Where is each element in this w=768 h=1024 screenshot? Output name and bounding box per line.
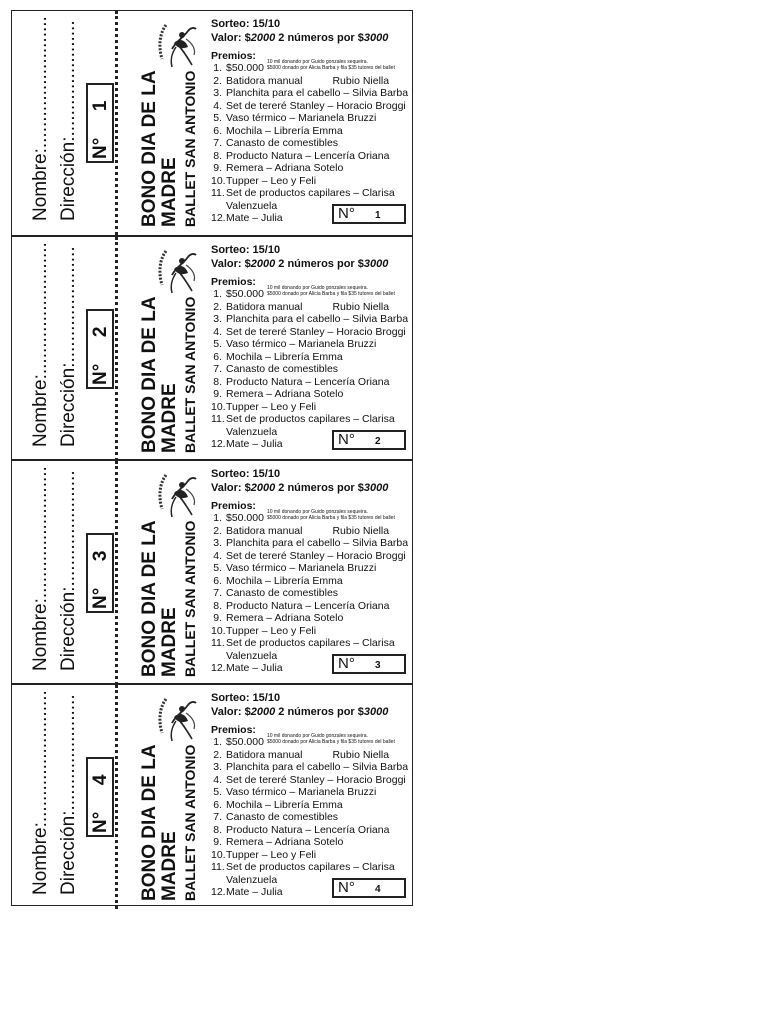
valor-line: Valor: $2000 2 números por $3000	[211, 706, 389, 718]
prize-item	[211, 550, 411, 563]
prize-text: Tupper – Leo y Feli	[226, 174, 317, 187]
prize-text: Canasto de comestibles	[226, 363, 339, 375]
prize-text: Remera – Adriana Sotelo	[226, 162, 344, 174]
prize-note: 10 mil donando por Guido gonzales sequeira.	[266, 509, 368, 515]
prize-cash: $50.000	[226, 736, 264, 748]
stub-number-box	[86, 757, 114, 837]
premios-heading: Premios:	[211, 50, 256, 62]
prize-text: Planchita para el cabello – Silvia Barba	[226, 87, 409, 99]
stamp-number-label: N°	[338, 879, 355, 896]
prize-text: Producto Natura – Lencería Oriana	[226, 599, 390, 612]
prize-number: 11.	[211, 187, 225, 199]
stub-direccion-field[interactable]: Dirección:......................	[58, 694, 79, 895]
prize-number: 7.	[213, 137, 222, 149]
prize-text: Batidora manual	[226, 74, 303, 87]
prize-item	[211, 749, 411, 762]
sorteo-date: Sorteo: 15/10	[211, 692, 281, 704]
ticket-number-stamp	[332, 430, 406, 450]
prize-item	[211, 774, 411, 787]
prize-cash: $50.000	[226, 288, 264, 300]
prize-text: Set de productos capilares – Clarisa	[226, 187, 395, 199]
prize-item	[211, 100, 411, 113]
prize-item	[211, 363, 411, 376]
prize-item	[211, 75, 411, 88]
prize-text: Canasto de comestibles	[226, 137, 339, 149]
prize-note: 10 mil donando por Guido gonzales sequeira.	[266, 285, 368, 291]
premios-heading: Premios:	[211, 724, 256, 736]
prize-item	[211, 301, 411, 314]
ticket-title-line1: BONO DIA DE LA	[139, 744, 160, 901]
ticket-info	[211, 17, 411, 225]
ticket-title-line1: BONO DIA DE LA	[139, 70, 160, 227]
stamp-number-value: 2	[375, 436, 381, 447]
prize-number: 12.	[211, 886, 226, 898]
prize-item	[211, 537, 411, 550]
sorteo-date: Sorteo: 15/10	[211, 18, 281, 30]
prize-number: 8.	[213, 149, 222, 162]
stub-number-value: 1	[90, 100, 111, 112]
stub-number-label: N°	[90, 137, 111, 159]
valor-price-double: 3000	[363, 482, 389, 494]
prize-item	[211, 125, 411, 138]
prize-item: 1. $50.000 10 mil donando por Guido gonzales sequeira. $5000 donado por Alicia Barba y fila $35 tutores del ballet	[213, 285, 395, 300]
ticket-number-stamp	[332, 654, 406, 674]
prize-donor: Rubio Niella	[332, 300, 390, 313]
prize-item: 1. $50.000 10 mil donando por Guido gonzales sequeira. $5000 donado por Alicia Barba y fila $35 tutores del ballet	[213, 733, 395, 748]
prize-item	[211, 587, 411, 600]
prize-number: 5.	[213, 562, 222, 574]
ticket-number-stamp	[332, 204, 406, 224]
prize-note: $5000 donado por Alicia Barba y fila $35 tutores del ballet	[266, 291, 395, 297]
prize-number: 7.	[213, 587, 222, 599]
ticket-title-line1: BONO DIA DE LA	[139, 296, 160, 453]
prize-donor: Rubio Niella	[332, 748, 390, 761]
prize-text: Planchita para el cabello – Silvia Barba	[226, 761, 409, 773]
prize-text: Vaso térmico – Marianela Bruzzi	[226, 338, 377, 350]
stub-direccion-field[interactable]: Dirección:......................	[58, 20, 79, 221]
prize-item	[211, 836, 411, 849]
premios-heading: Premios:	[211, 500, 256, 512]
prize-donor: Rubio Niella	[332, 524, 390, 537]
raffle-sheet	[11, 10, 413, 906]
ballet-logo-icon	[152, 245, 200, 297]
prize-item	[211, 861, 411, 874]
prize-text: Remera – Adriana Sotelo	[226, 612, 344, 624]
prize-list	[211, 525, 411, 675]
prize-number: 3.	[213, 537, 222, 549]
prize-list	[211, 749, 411, 899]
prize-number: 5.	[213, 112, 222, 124]
valor-price-double: 3000	[363, 32, 389, 44]
prize-text: Vaso térmico – Marianela Bruzzi	[226, 562, 377, 574]
prize-number	[211, 426, 222, 439]
valor-line: Valor: $2000 2 números por $3000	[211, 482, 389, 494]
stamp-number-value: 4	[375, 884, 381, 895]
prize-item	[211, 575, 411, 588]
ticket-title-line2: MADRE	[159, 157, 180, 227]
prize-text: Planchita para el cabello – Silvia Barba	[226, 537, 409, 549]
prize-number: 2.	[213, 300, 222, 313]
prize-text: Remera – Adriana Sotelo	[226, 836, 344, 848]
ticket-stub	[12, 685, 115, 909]
prize-text: Planchita para el cabello – Silvia Barba	[226, 313, 409, 325]
prize-text: Batidora manual	[226, 300, 303, 313]
valor-price-single: 2000	[250, 32, 276, 44]
prize-text: Valenzuela	[226, 873, 278, 886]
prize-number: 3.	[213, 761, 222, 773]
raffle-ticket	[12, 235, 412, 461]
prize-item	[211, 376, 411, 389]
prize-list	[211, 75, 411, 225]
valor-price-single: 2000	[250, 482, 276, 494]
prize-number: 2.	[213, 74, 222, 87]
perforation-line	[115, 11, 118, 235]
prize-item	[211, 761, 411, 774]
prize-item	[211, 849, 411, 862]
ballet-logo-icon	[152, 693, 200, 745]
prize-text: Tupper – Leo y Feli	[226, 400, 317, 413]
prize-text: Producto Natura – Lencería Oriana	[226, 149, 390, 162]
prize-text: Valenzuela	[226, 649, 278, 662]
ticket-info	[211, 691, 411, 899]
prize-text: Mochila – Librería Emma	[226, 798, 343, 811]
stub-nombre-field[interactable]: Nombre:.........................	[30, 242, 51, 447]
prize-number: 2.	[213, 524, 222, 537]
prize-number: 4.	[213, 773, 222, 786]
ticket-stub	[12, 237, 115, 461]
ticket-title-line1: BONO DIA DE LA	[139, 520, 160, 677]
premios-heading: Premios:	[211, 276, 256, 288]
prize-text: Valenzuela	[226, 425, 278, 438]
stamp-number-label: N°	[338, 431, 355, 448]
prize-number: 6.	[213, 350, 222, 363]
prize-note: $5000 donado por Alicia Barba y fila $35 tutores del ballet	[266, 65, 395, 71]
stub-number-box	[86, 533, 114, 613]
prize-text: Set de tereré Stanley – Horacio Broggi	[226, 549, 406, 562]
prize-number: 6.	[213, 798, 222, 811]
prize-text: Mate – Julia	[226, 886, 283, 898]
prize-text: Tupper – Leo y Feli	[226, 848, 317, 861]
prize-number	[211, 874, 222, 887]
ticket-title-line2: MADRE	[159, 831, 180, 901]
stub-number-label: N°	[90, 363, 111, 385]
stub-direccion-field[interactable]: Dirección:......................	[58, 470, 79, 671]
prize-number: 11.	[211, 861, 225, 873]
raffle-ticket	[12, 11, 412, 235]
ticket-number-stamp	[332, 878, 406, 898]
sorteo-date: Sorteo: 15/10	[211, 244, 281, 256]
raffle-ticket	[12, 459, 412, 685]
prize-note: $5000 donado por Alicia Barba y fila $35 tutores del ballet	[266, 515, 395, 521]
prize-item	[211, 799, 411, 812]
prize-number: 4.	[213, 325, 222, 338]
prize-number: 10.	[211, 624, 226, 637]
prize-number	[211, 200, 222, 213]
prize-number: 12.	[211, 438, 226, 450]
prize-item	[211, 338, 411, 351]
prize-number: 12.	[211, 212, 226, 224]
prize-item	[211, 175, 411, 188]
prize-item	[211, 525, 411, 538]
valor-line: Valor: $2000 2 números por $3000	[211, 258, 389, 270]
ticket-subtitle: BALLET SAN ANTONIO	[182, 744, 198, 901]
prize-number: 7.	[213, 363, 222, 375]
prize-item	[211, 326, 411, 339]
prize-number: 8.	[213, 599, 222, 612]
prize-item	[211, 786, 411, 799]
prize-number: 7.	[213, 811, 222, 823]
prize-number: 3.	[213, 313, 222, 325]
prize-text: Set de productos capilares – Clarisa	[226, 413, 395, 425]
prize-text: Batidora manual	[226, 748, 303, 761]
prize-cash: $50.000	[226, 62, 264, 74]
valor-line: Valor: $2000 2 números por $3000	[211, 32, 389, 44]
raffle-ticket	[12, 683, 412, 909]
prize-number: 4.	[213, 549, 222, 562]
prize-item	[211, 637, 411, 650]
prize-number: 12.	[211, 662, 226, 674]
prize-text: Canasto de comestibles	[226, 811, 339, 823]
ticket-subtitle: BALLET SAN ANTONIO	[182, 70, 198, 227]
prize-note: $5000 donado por Alicia Barba y fila $35 tutores del ballet	[266, 739, 395, 745]
prize-item	[211, 388, 411, 401]
prize-number	[211, 650, 222, 663]
valor-price-double: 3000	[363, 258, 389, 270]
ticket-title-line2: MADRE	[159, 383, 180, 453]
valor-price-single: 2000	[250, 706, 276, 718]
prize-number: 10.	[211, 400, 226, 413]
prize-text: Set de tereré Stanley – Horacio Broggi	[226, 773, 406, 786]
stub-direccion-field[interactable]: Dirección:......................	[58, 246, 79, 447]
ticket-info	[211, 243, 411, 451]
valor-price-double: 3000	[363, 706, 389, 718]
prize-text: Set de tereré Stanley – Horacio Broggi	[226, 325, 406, 338]
prize-text: Set de productos capilares – Clarisa	[226, 637, 395, 649]
prize-number: 4.	[213, 99, 222, 112]
prize-number: 8.	[213, 375, 222, 388]
stamp-number-label: N°	[338, 205, 355, 222]
prize-number: 2.	[213, 748, 222, 761]
prize-text: Valenzuela	[226, 199, 278, 212]
prize-item	[211, 811, 411, 824]
prize-number: 10.	[211, 174, 226, 187]
stub-nombre-field[interactable]: Nombre:.........................	[30, 690, 51, 895]
prize-item	[211, 562, 411, 575]
prize-item	[211, 313, 411, 326]
prize-text: Mochila – Librería Emma	[226, 124, 343, 137]
prize-number: 3.	[213, 87, 222, 99]
prize-number: 8.	[213, 823, 222, 836]
ticket-subtitle: BALLET SAN ANTONIO	[182, 296, 198, 453]
prize-item	[211, 824, 411, 837]
prize-item	[211, 351, 411, 364]
prize-number: 9.	[213, 162, 222, 174]
prize-number: 10.	[211, 848, 226, 861]
ticket-stub	[12, 461, 115, 685]
perforation-line	[115, 685, 118, 909]
prize-text: Mochila – Librería Emma	[226, 574, 343, 587]
prize-number: 5.	[213, 786, 222, 798]
prize-text: Vaso térmico – Marianela Bruzzi	[226, 786, 377, 798]
stub-number-value: 3	[90, 550, 111, 562]
prize-item	[211, 162, 411, 175]
valor-price-single: 2000	[250, 258, 276, 270]
stub-number-value: 4	[90, 774, 111, 786]
prize-number: 6.	[213, 574, 222, 587]
prize-text: Canasto de comestibles	[226, 587, 339, 599]
stub-nombre-field[interactable]: Nombre:.........................	[30, 16, 51, 221]
prize-item	[211, 600, 411, 613]
ballet-logo-icon	[152, 19, 200, 71]
prize-item	[211, 625, 411, 638]
prize-item	[211, 150, 411, 163]
prize-text: Producto Natura – Lencería Oriana	[226, 375, 390, 388]
prize-item	[211, 137, 411, 150]
stub-number-label: N°	[90, 811, 111, 833]
perforation-line	[115, 237, 118, 461]
prize-text: Mate – Julia	[226, 662, 283, 674]
prize-number: 9.	[213, 836, 222, 848]
stamp-number-value: 3	[375, 660, 381, 671]
stub-number-label: N°	[90, 587, 111, 609]
stub-nombre-field[interactable]: Nombre:.........................	[30, 466, 51, 671]
ticket-title	[140, 70, 180, 227]
stamp-number-value: 1	[375, 210, 381, 221]
prize-number: 5.	[213, 338, 222, 350]
prize-text: Mochila – Librería Emma	[226, 350, 343, 363]
ticket-info	[211, 467, 411, 675]
ticket-title	[140, 744, 180, 901]
perforation-line	[115, 461, 118, 685]
prize-text: Batidora manual	[226, 524, 303, 537]
prize-donor: Rubio Niella	[332, 74, 390, 87]
sorteo-date: Sorteo: 15/10	[211, 468, 281, 480]
prize-list	[211, 301, 411, 451]
prize-number: 11.	[211, 637, 225, 649]
prize-number: 11.	[211, 413, 225, 425]
prize-item: 1. $50.000 10 mil donando por Guido gonzales sequeira. $5000 donado por Alicia Barba y fila $35 tutores del ballet	[213, 509, 395, 524]
prize-number: 9.	[213, 388, 222, 400]
ticket-subtitle: BALLET SAN ANTONIO	[182, 520, 198, 677]
prize-cash: $50.000	[226, 512, 264, 524]
prize-item: 1. $50.000 10 mil donando por Guido gonzales sequeira. $5000 donado por Alicia Barba y fila $35 tutores del ballet	[213, 59, 395, 74]
prize-text: Mate – Julia	[226, 438, 283, 450]
prize-item	[211, 87, 411, 100]
prize-item	[211, 413, 411, 426]
prize-item	[211, 112, 411, 125]
ticket-stub	[12, 11, 115, 235]
ticket-title	[140, 520, 180, 677]
prize-number: 9.	[213, 612, 222, 624]
prize-item	[211, 612, 411, 625]
stub-number-box	[86, 309, 114, 389]
prize-text: Mate – Julia	[226, 212, 283, 224]
prize-text: Producto Natura – Lencería Oriana	[226, 823, 390, 836]
prize-text: Remera – Adriana Sotelo	[226, 388, 344, 400]
prize-text: Tupper – Leo y Feli	[226, 624, 317, 637]
prize-text: Vaso térmico – Marianela Bruzzi	[226, 112, 377, 124]
ticket-title	[140, 296, 180, 453]
stamp-number-label: N°	[338, 655, 355, 672]
prize-item	[211, 187, 411, 200]
prize-note: 10 mil donando por Guido gonzales sequeira.	[266, 59, 368, 65]
stub-number-value: 2	[90, 326, 111, 338]
prize-text: Set de tereré Stanley – Horacio Broggi	[226, 99, 406, 112]
stub-number-box	[86, 83, 114, 163]
ballet-logo-icon	[152, 469, 200, 521]
prize-item	[211, 401, 411, 414]
ticket-title-line2: MADRE	[159, 607, 180, 677]
prize-note: 10 mil donando por Guido gonzales sequeira.	[266, 733, 368, 739]
prize-number: 6.	[213, 124, 222, 137]
prize-text: Set de productos capilares – Clarisa	[226, 861, 395, 873]
